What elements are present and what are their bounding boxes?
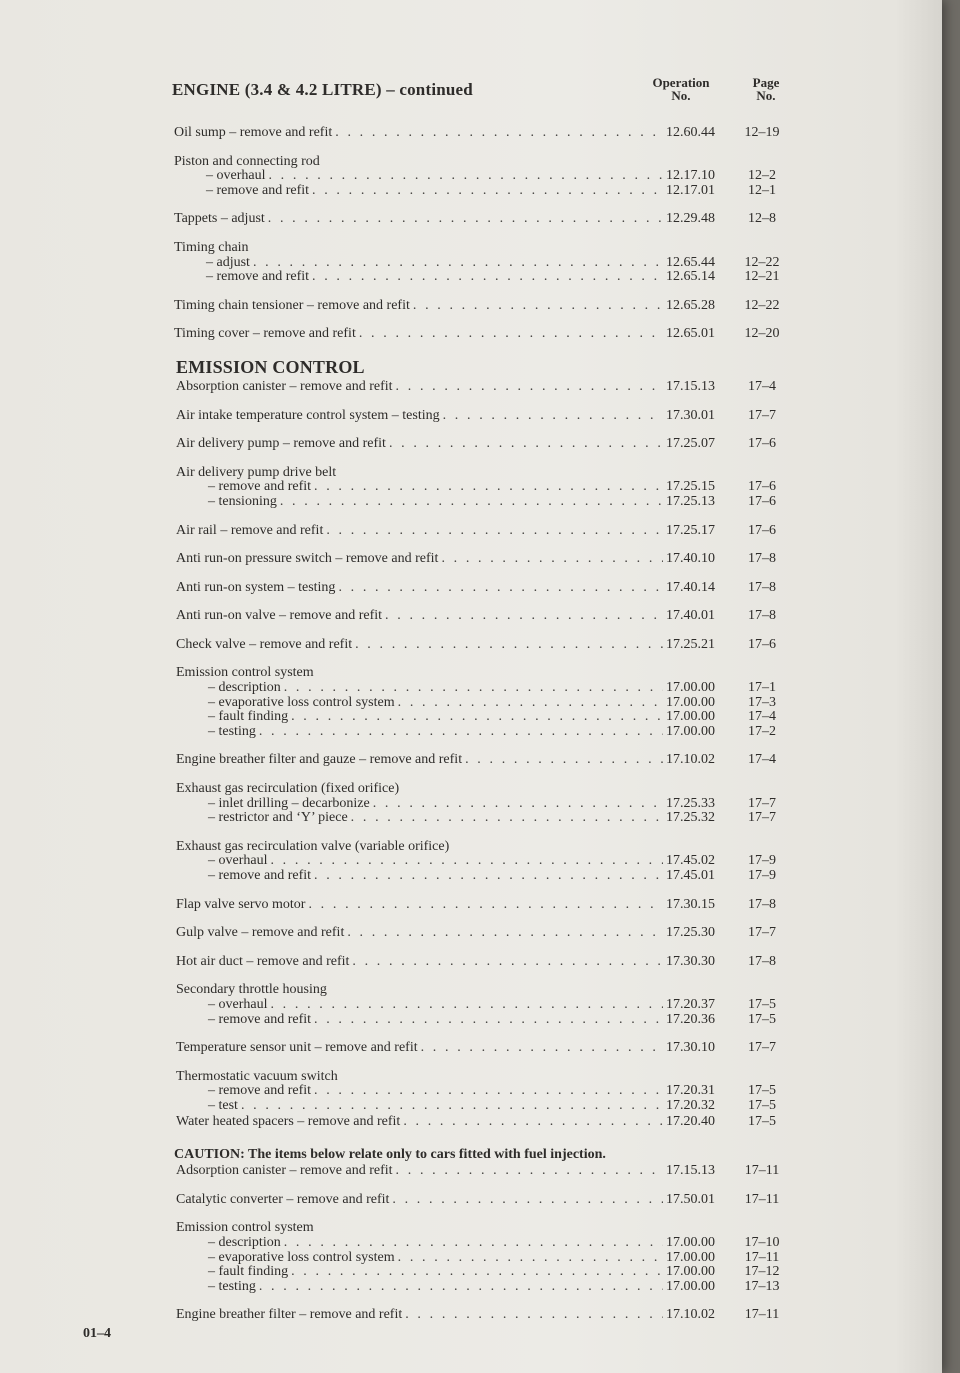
dot-leader — [443, 409, 663, 424]
operation-number: 12.60.44 — [666, 125, 715, 140]
operation-no-column-header: Operation No. — [652, 75, 710, 103]
sub-entry-line — [176, 854, 790, 869]
index-entry — [176, 1308, 790, 1323]
engine-section-title: ENGINE (3.4 & 4.2 LITRE) – continued — [172, 80, 473, 99]
entry-label: – adjust — [206, 254, 250, 270]
entry-line — [176, 926, 790, 941]
entry-label: Adsorption canister – remove and refit — [176, 1163, 393, 1179]
dot-leader — [314, 1013, 663, 1028]
index-entry — [176, 1193, 790, 1208]
page-reference: 17–4 — [748, 752, 776, 768]
dot-leader — [259, 1280, 663, 1295]
page-reference: 17–8 — [748, 608, 776, 624]
index-entry — [176, 898, 790, 913]
dot-leader — [270, 998, 663, 1013]
operation-number: 17.20.31 — [666, 1083, 715, 1099]
operation-number: 17.25.07 — [666, 436, 715, 452]
entry-heading: Exhaust gas recirculation valve (variable orifice) — [176, 838, 450, 854]
operation-number: 17.20.37 — [666, 996, 715, 1012]
entry-line — [176, 1164, 790, 1179]
page-reference: 12–20 — [744, 326, 780, 342]
entry-line — [176, 1193, 790, 1208]
sub-entry-line — [176, 710, 790, 725]
dot-leader — [465, 753, 663, 768]
operation-number: 12.65.44 — [666, 254, 715, 270]
index-entry — [174, 241, 790, 285]
page-reference: 12–22 — [744, 297, 780, 313]
sub-entry-line — [176, 1251, 790, 1266]
entry-heading: Thermostatic vacuum switch — [176, 1068, 338, 1084]
page-reference: 17–6 — [748, 636, 776, 652]
operation-number: 17.00.00 — [666, 1264, 715, 1280]
entry-label: Hot air duct – remove and refit — [176, 953, 350, 969]
entry-label: Anti run-on pressure switch – remove and refit — [176, 551, 439, 567]
entry-heading: Emission control system — [176, 1220, 314, 1236]
operation-number: 17.40.14 — [666, 579, 715, 595]
sub-entry-line — [176, 725, 790, 740]
dot-leader — [326, 524, 663, 539]
entry-label: – evaporative loss control system — [208, 694, 395, 710]
entry-label: – testing — [208, 1278, 256, 1294]
sub-entry-line — [176, 696, 790, 711]
dot-leader — [312, 184, 663, 199]
entry-line — [174, 327, 790, 342]
index-entry — [176, 983, 790, 1027]
operation-number: 17.00.00 — [666, 680, 715, 696]
entry-label: Anti run-on valve – remove and refit — [176, 608, 383, 624]
operation-number: 12.17.01 — [666, 182, 715, 198]
dot-leader — [314, 480, 663, 495]
caution-note: CAUTION: The items below relate only to cars fitted with fuel injection. — [174, 1147, 606, 1163]
sub-entry-line — [176, 1236, 790, 1251]
page-reference: 17–12 — [744, 1264, 780, 1280]
page-reference: 17–5 — [748, 1113, 776, 1129]
operation-number: 17.00.00 — [666, 1278, 715, 1294]
entry-label: – description — [208, 680, 281, 696]
dot-leader — [253, 256, 663, 271]
dot-leader — [396, 1164, 663, 1179]
dot-leader — [398, 696, 663, 711]
page-reference: 12–8 — [748, 211, 776, 227]
entry-line — [176, 581, 790, 596]
operation-number: 17.25.13 — [666, 493, 715, 509]
dot-leader — [352, 955, 663, 970]
page-reference: 17–5 — [748, 1097, 776, 1113]
dot-leader — [338, 581, 663, 596]
entry-label: – description — [208, 1234, 281, 1250]
entry-label: – remove and refit — [206, 182, 310, 198]
entry-label: – restrictor and ‘Y’ piece — [208, 810, 348, 826]
entry-label: Timing chain tensioner – remove and refit — [174, 297, 410, 313]
entry-heading: Air delivery pump drive belt — [176, 464, 337, 480]
operation-number: 17.00.00 — [666, 709, 715, 725]
page-reference: 17–11 — [744, 1307, 780, 1323]
operation-number: 17.30.01 — [666, 407, 715, 423]
dot-leader — [312, 270, 663, 285]
operation-number: 17.30.15 — [666, 896, 715, 912]
operation-number: 17.25.17 — [666, 522, 715, 538]
entry-label: – remove and refit — [206, 269, 310, 285]
entry-label: Absorption canister – remove and refit — [176, 378, 393, 394]
sub-entry-line — [174, 184, 790, 199]
page-reference: 17–10 — [744, 1234, 780, 1250]
page-reference: 17–11 — [744, 1249, 780, 1265]
page-reference: 17–13 — [744, 1278, 780, 1294]
sub-entry-line — [176, 1099, 790, 1114]
page-reference: 17–7 — [748, 925, 776, 941]
entry-label: Engine breather filter – remove and refit — [176, 1307, 403, 1323]
index-entry — [174, 299, 790, 314]
page-reference: 17–2 — [748, 723, 776, 739]
sub-entry-line — [176, 797, 790, 812]
sub-entry-line — [176, 1084, 790, 1099]
page-reference: 17–5 — [748, 1011, 776, 1027]
entry-label: – remove and refit — [208, 1011, 312, 1027]
entry-line — [176, 1308, 790, 1323]
dot-leader — [351, 811, 663, 826]
dot-leader — [385, 609, 663, 624]
entry-line — [176, 524, 790, 539]
operation-number: 12.17.10 — [666, 168, 715, 184]
index-entry — [176, 666, 790, 739]
page-reference: 17–9 — [748, 853, 776, 869]
page-reference: 12–19 — [744, 125, 780, 140]
index-entry — [174, 327, 790, 342]
index-entry — [176, 638, 790, 653]
page-reference: 17–11 — [744, 1191, 780, 1207]
index-entry — [176, 840, 790, 884]
entry-label: Gulp valve – remove and refit — [176, 925, 345, 941]
page-reference: 17–1 — [748, 680, 776, 696]
operation-number: 17.20.32 — [666, 1097, 715, 1113]
dot-leader — [396, 380, 663, 395]
entry-line — [176, 638, 790, 653]
operation-number: 12.65.01 — [666, 326, 715, 342]
index-entry — [176, 466, 790, 510]
operation-number: 17.30.10 — [666, 1040, 715, 1056]
entry-line — [176, 409, 790, 424]
index-entry — [176, 926, 790, 941]
sub-entry-line — [174, 256, 790, 271]
dot-leader — [284, 681, 663, 696]
entry-label: Water heated spacers – remove and refit — [176, 1113, 401, 1129]
page-reference: 17–9 — [748, 868, 776, 883]
sub-entry-line — [176, 1280, 790, 1295]
page-reference: 17–6 — [748, 522, 776, 538]
entry-line — [176, 1041, 790, 1056]
entry-label: – testing — [208, 723, 256, 739]
entry-line — [176, 955, 790, 970]
operation-number: 17.00.00 — [666, 694, 715, 710]
entry-label: Air delivery pump – remove and refit — [176, 436, 386, 452]
operation-number: 12.29.48 — [666, 211, 715, 227]
index-entry — [176, 552, 790, 567]
operation-number: 17.50.01 — [666, 1191, 715, 1207]
entry-label: – remove and refit — [208, 479, 312, 495]
page-no-column-header: Page No. — [752, 75, 780, 103]
entry-line — [174, 212, 790, 227]
entry-label: – overhaul — [206, 168, 266, 184]
dot-leader — [389, 437, 663, 452]
dot-leader — [359, 327, 663, 342]
page-reference: 17–8 — [748, 896, 776, 912]
page-reference: 17–6 — [748, 436, 776, 452]
dot-leader — [284, 1236, 663, 1251]
index-content — [170, 76, 790, 1323]
dot-leader — [268, 169, 663, 184]
sub-entry-line — [176, 998, 790, 1013]
dot-leader — [241, 1099, 663, 1114]
dot-leader — [405, 1308, 663, 1323]
index-entry — [174, 212, 790, 227]
dot-leader — [403, 1115, 663, 1130]
page-reference: 17–4 — [748, 709, 776, 725]
index-entry — [176, 1164, 790, 1179]
dot-leader — [441, 552, 663, 567]
entry-label: – fault finding — [208, 709, 289, 725]
dot-leader — [308, 898, 663, 913]
index-entry — [176, 1041, 790, 1056]
entry-heading: Piston and connecting rod — [174, 153, 320, 169]
index-entry — [176, 1070, 790, 1114]
dot-leader — [291, 710, 663, 725]
entry-label: – remove and refit — [208, 1083, 312, 1099]
entry-line — [174, 299, 790, 314]
page-reference: 12–1 — [748, 182, 776, 198]
engine-header — [170, 76, 790, 112]
page-reference: 17–8 — [748, 551, 776, 567]
page-reference: 12–22 — [744, 254, 780, 270]
engine-entry-list — [170, 126, 790, 342]
entry-label: Air rail – remove and refit — [176, 522, 324, 538]
dot-leader — [280, 495, 663, 510]
operation-number: 17.20.36 — [666, 1011, 715, 1027]
dot-leader — [268, 212, 663, 227]
entry-label: Engine breather filter and gauze – remove and refit — [176, 752, 463, 768]
page-reference: 17–8 — [748, 579, 776, 595]
index-entry — [176, 753, 790, 768]
entry-label: Tappets – adjust — [174, 211, 265, 227]
dot-leader — [270, 854, 663, 869]
entry-line — [174, 126, 790, 141]
page-reference: 17–6 — [748, 493, 776, 509]
operation-number: 17.20.40 — [666, 1113, 715, 1129]
sub-entry-line — [176, 495, 790, 510]
entry-line — [176, 609, 790, 624]
entry-label: – overhaul — [208, 853, 268, 869]
operation-number: 17.10.02 — [666, 1307, 715, 1323]
operation-number: 17.45.01 — [666, 868, 715, 883]
page-reference: 17–6 — [748, 479, 776, 495]
page-reference: 17–4 — [748, 378, 776, 394]
entry-line — [176, 753, 790, 768]
sub-entry-line — [176, 1013, 790, 1028]
sub-entry-line — [174, 270, 790, 285]
operation-number: 17.45.02 — [666, 853, 715, 869]
index-entry — [176, 955, 790, 970]
entry-label: – remove and refit — [208, 868, 312, 883]
page-reference: 17–7 — [748, 1040, 776, 1056]
operation-number: 17.25.32 — [666, 810, 715, 826]
page-reference: 17–7 — [748, 795, 776, 811]
entry-label: – test — [208, 1097, 238, 1113]
entry-label: Air intake temperature control system – testing — [176, 407, 440, 423]
index-entry — [174, 126, 790, 141]
entry-heading: Timing chain — [174, 239, 249, 255]
entry-label: – evaporative loss control system — [208, 1249, 395, 1265]
operation-number: 17.25.21 — [666, 636, 715, 652]
operation-number: 17.00.00 — [666, 723, 715, 739]
index-entry — [176, 609, 790, 624]
operation-number: 12.65.28 — [666, 297, 715, 313]
emission-entry-list — [170, 380, 790, 1129]
entry-line — [176, 552, 790, 567]
dot-leader — [392, 1193, 663, 1208]
entry-label: Oil sump – remove and refit — [174, 125, 333, 140]
entry-heading: Emission control system — [176, 665, 314, 681]
page-reference: 17–7 — [748, 407, 776, 423]
operation-number: 17.15.13 — [666, 1163, 715, 1179]
dot-leader — [413, 299, 663, 314]
index-entry — [176, 409, 790, 424]
sub-entry-line — [176, 811, 790, 826]
entry-label: Temperature sensor unit – remove and refit — [176, 1040, 418, 1056]
index-entry — [176, 581, 790, 596]
dot-leader — [314, 1084, 663, 1099]
operation-number: 17.30.30 — [666, 953, 715, 969]
page-reference: 17–7 — [748, 810, 776, 826]
operation-number: 17.25.15 — [666, 479, 715, 495]
page-reference: 12–21 — [744, 269, 780, 285]
entry-label: Anti run-on system – testing — [176, 579, 336, 595]
entry-label: Check valve – remove and refit — [176, 636, 353, 652]
entry-line — [176, 898, 790, 913]
entry-line — [176, 380, 790, 395]
entry-line — [176, 1115, 790, 1130]
entry-label: – tensioning — [208, 493, 277, 509]
index-entry — [176, 437, 790, 452]
dot-leader — [291, 1265, 663, 1280]
operation-number: 17.10.02 — [666, 752, 715, 768]
dot-leader — [421, 1041, 663, 1056]
entry-heading: Exhaust gas recirculation (fixed orifice) — [176, 781, 400, 797]
page-reference: 17–11 — [744, 1163, 780, 1179]
entry-label: Catalytic converter – remove and refit — [176, 1191, 390, 1207]
sub-entry-line — [176, 681, 790, 696]
operation-number: 17.25.30 — [666, 925, 715, 941]
entry-label: – overhaul — [208, 996, 268, 1012]
operation-number: 17.40.10 — [666, 551, 715, 567]
dot-leader — [314, 869, 663, 884]
index-entry — [174, 155, 790, 199]
dot-leader — [347, 926, 663, 941]
sub-entry-line — [176, 869, 790, 884]
page-reference: 17–3 — [748, 694, 776, 710]
page-reference: 12–2 — [748, 168, 776, 184]
page-reference: 17–5 — [748, 1083, 776, 1099]
index-entry — [176, 782, 790, 826]
operation-number: 17.00.00 — [666, 1234, 715, 1250]
entry-line — [176, 437, 790, 452]
entry-label: – fault finding — [208, 1264, 289, 1280]
fuel-injection-entry-list — [170, 1164, 790, 1323]
operation-number: 12.65.14 — [666, 269, 715, 285]
page-number: 01–4 — [83, 1326, 111, 1341]
dot-leader — [398, 1251, 663, 1266]
operation-number: 17.00.00 — [666, 1249, 715, 1265]
emission-section-title: EMISSION CONTROL — [176, 356, 365, 377]
dot-leader — [335, 126, 663, 141]
entry-heading: Secondary throttle housing — [176, 982, 327, 998]
entry-label: – inlet drilling – decarbonize — [208, 795, 370, 811]
index-entry — [176, 1115, 790, 1130]
dot-leader — [373, 797, 663, 812]
sub-entry-line — [176, 480, 790, 495]
page-reference: 17–8 — [748, 953, 776, 969]
sub-entry-line — [176, 1265, 790, 1280]
index-entry — [176, 380, 790, 395]
entry-label: Flap valve servo motor — [176, 896, 306, 912]
index-entry — [176, 1221, 790, 1294]
operation-number: 17.40.01 — [666, 608, 715, 624]
operation-number: 17.15.13 — [666, 378, 715, 394]
index-entry — [176, 524, 790, 539]
page-reference: 17–5 — [748, 996, 776, 1012]
dot-leader — [355, 638, 663, 653]
entry-label: Timing cover – remove and refit — [174, 326, 356, 342]
sub-entry-line — [174, 169, 790, 184]
operation-number: 17.25.33 — [666, 795, 715, 811]
dot-leader — [259, 725, 663, 740]
